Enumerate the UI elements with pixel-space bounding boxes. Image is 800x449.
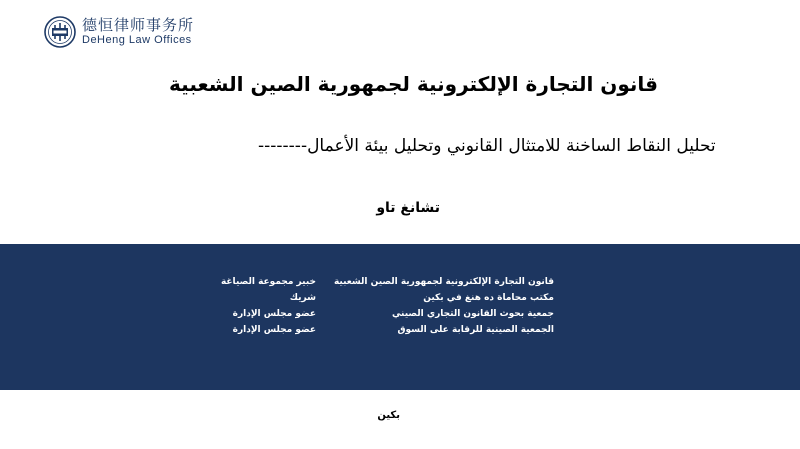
role-item: شريك bbox=[289, 293, 316, 303]
slide-title: قانون التجارة الإلكترونية لجمهورية الصين الشعبية bbox=[169, 72, 658, 96]
affiliation-list bbox=[324, 274, 554, 338]
city-label: بكين bbox=[377, 410, 400, 421]
logo-chinese-name: 德恒律师事务所 bbox=[82, 16, 195, 34]
logo-english-name: DeHeng Law Offices bbox=[82, 34, 192, 46]
role-item: خبير مجموعة الصياغة bbox=[220, 277, 316, 287]
firm-logo bbox=[44, 16, 194, 48]
author-name: تشانغ تاو bbox=[376, 200, 440, 216]
affiliation-item: الجمعية الصينية للرقابة على السوق bbox=[397, 325, 554, 335]
affiliation-band bbox=[0, 244, 800, 390]
affiliation-item: جمعية بحوث القانون التجاري الصيني bbox=[391, 309, 554, 319]
affiliation-item: قانون التجارة الإلكترونية لجمهورية الصين الشعبية bbox=[333, 277, 554, 287]
affiliation-item: مكتب محاماة ده هنغ في بكين bbox=[423, 293, 554, 303]
role-item: عضو مجلس الإدارة bbox=[232, 325, 316, 335]
role-item: عضو مجلس الإدارة bbox=[232, 309, 316, 319]
role-list bbox=[196, 274, 316, 338]
deheng-emblem-icon bbox=[44, 16, 76, 48]
slide-subtitle: --------تحليل النقاط الساخنة للامتثال القانوني وتحليل بيئة الأعمال bbox=[258, 136, 716, 156]
